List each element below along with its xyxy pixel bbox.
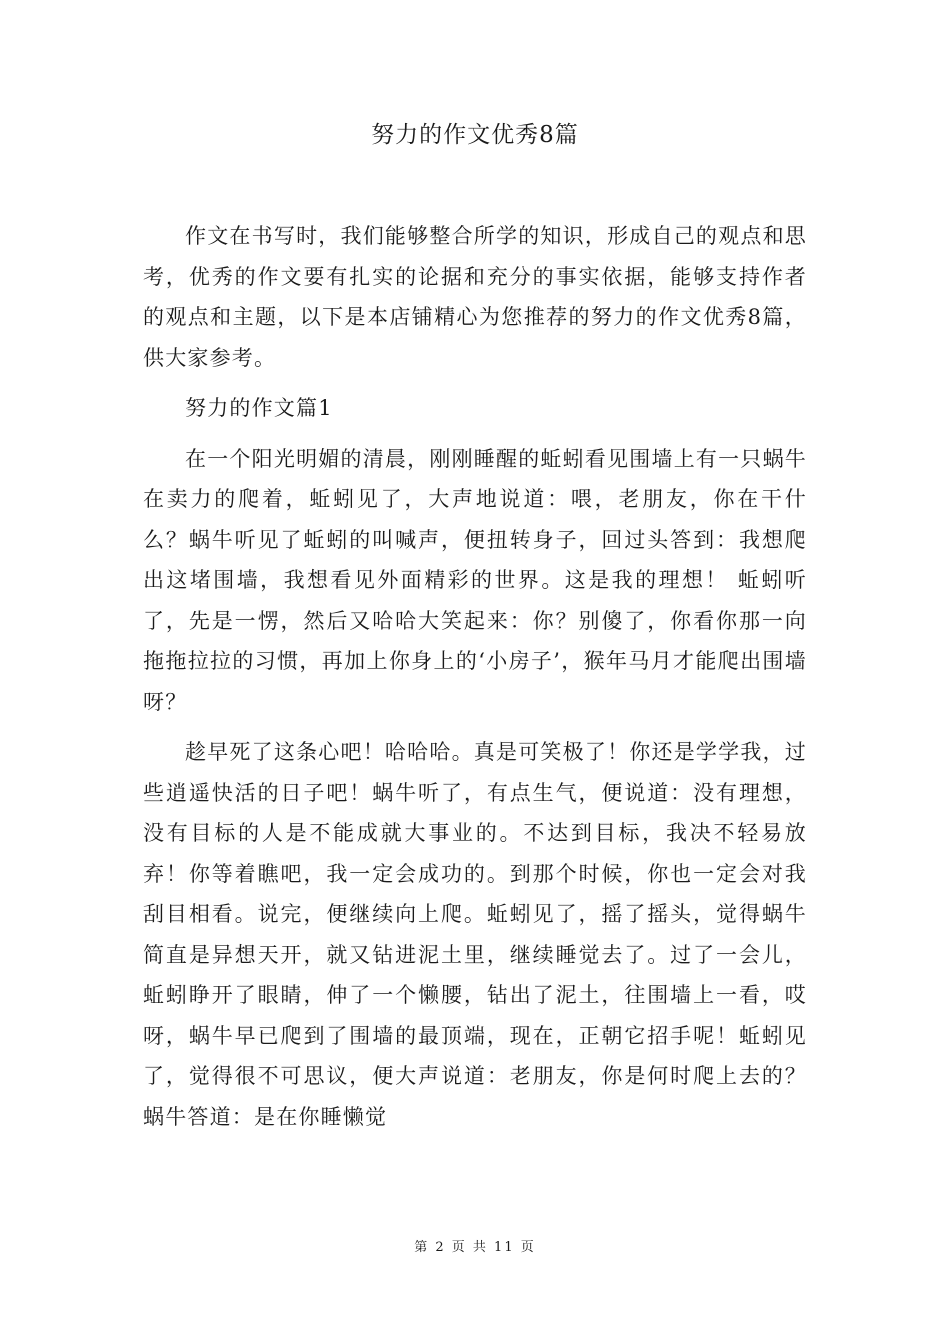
page-footer: 第 2 页 共 11 页 (414, 1240, 536, 1255)
section-heading: 努力的作文篇1 (185, 396, 333, 420)
intro-paragraph: 作文在书写时，我们能够整合所学的知识，形成自己的观点和思考，优秀的作文要有扎实的论据和充分的事实依据，能够支持作者的观点和主题，以下是本店铺精心为您推荐的努力的作文优秀8篇，供大家参考。 (143, 224, 807, 370)
body-paragraph: 在一个阳光明媚的清晨，刚刚睡醒的蚯蚓看见围墙上有一只蜗牛在卖力的爬着，蚯蚓见了，大声地说道：喂，老朋友，你在干什么？蜗牛听见了蚯蚓的叫喊声，便扭转身子，回过头答到：我想爬出这堵围墙，我想看见外面精彩的世界。这是我的理想！ 蚯蚓听了，先是一愣，然后又哈哈大笑起来：你？别傻了，你看你那一向拖拖拉拉的习惯，再加上你身上的‘小房子’，猴年马月才能爬出围墙呀？ (143, 446, 807, 714)
document-title: 努力的作文优秀8篇 (371, 122, 579, 148)
body-paragraph: 趁早死了这条心吧！哈哈哈。真是可笑极了！你还是学学我，过些逍遥快活的日子吧！蜗牛听了，有点生气，便说道：没有理想，没有目标的人是不能成就大事业的。不达到目标，我决不轻易放弃！你等着瞧吧，我一定会成功的。到那个时候，你也一定会对我刮目相看。说完，便继续向上爬。蚯蚓见了，摇了摇头，觉得蜗牛简直是异想天开，就又钻进泥土里，继续睡觉去了。过了一会儿，蚯蚓睁开了眼睛，伸了一个懒腰，钻出了泥土，往围墙上一看，哎呀，蜗牛早已爬到了围墙的最顶端，现在，正朝它招手呢！蚯蚓见了，觉得很不可思议，便大声说道：老朋友，你是何时爬上去的？蜗牛答道：是在你睡懒觉 (143, 740, 807, 1129)
document-body (143, 216, 807, 1147)
